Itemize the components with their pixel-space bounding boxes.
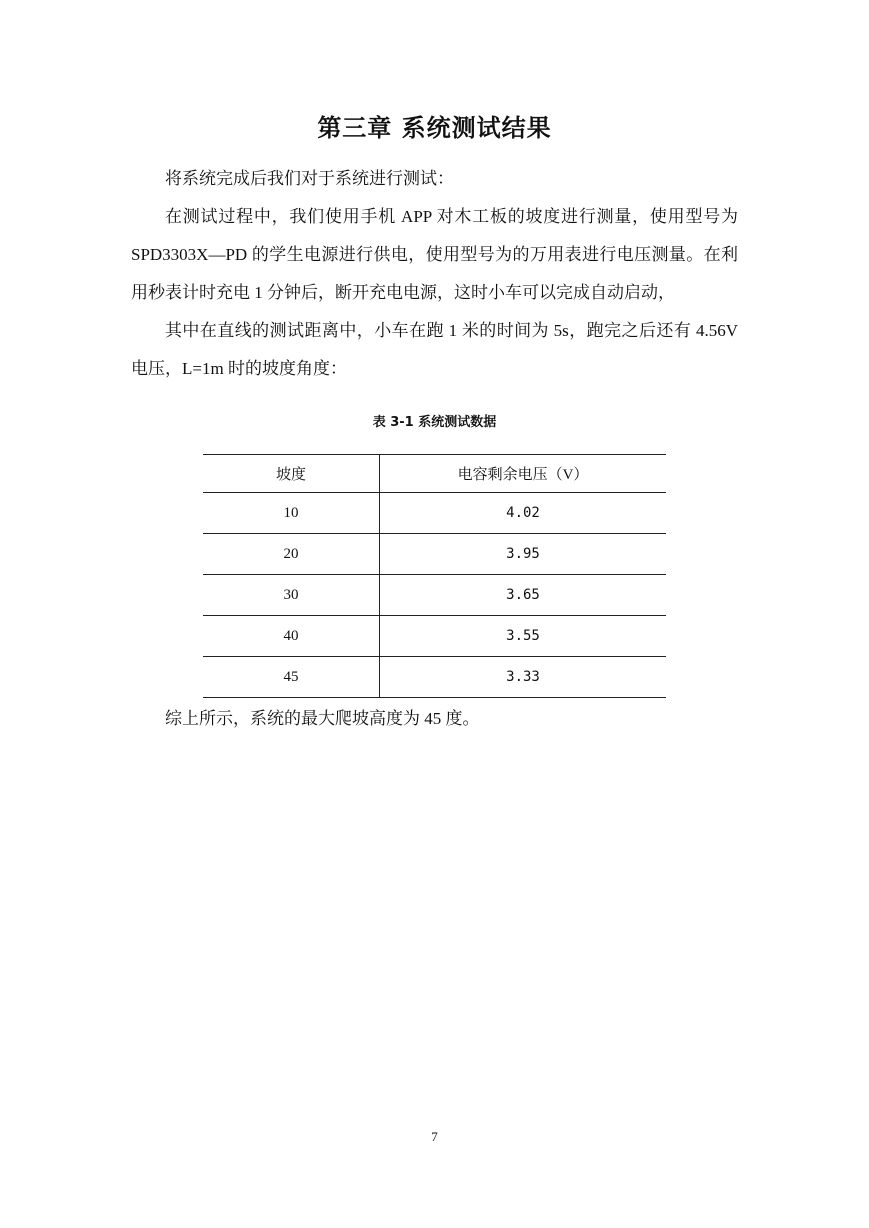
- cell-angle: 40: [203, 616, 380, 657]
- table-row: [203, 493, 666, 534]
- chapter-title: 第三章 系统测试结果: [317, 114, 552, 142]
- paragraph-intro: 将系统完成后我们对于系统进行测试：: [165, 169, 454, 188]
- table-caption: 表 3-1 系统测试数据: [372, 415, 497, 430]
- cell-angle: 20: [203, 534, 380, 575]
- table-row: [203, 534, 666, 575]
- cell-voltage: 3.55: [380, 616, 667, 657]
- table-row: [203, 575, 666, 616]
- paragraph-straight-line-test: 其中在直线的测试距离中，小车在跑 1 米的时间为 5s，跑完之后还有 4.56V 电压，L=1m 时的坡度角度：: [131, 321, 738, 378]
- cell-voltage: 3.65: [380, 575, 667, 616]
- cell-voltage: 3.33: [380, 657, 667, 698]
- table-row: [203, 657, 666, 698]
- body-text: [131, 160, 738, 388]
- paragraph-test-process: 在测试过程中，我们使用手机 APP 对木工板的坡度进行测量，使用型号为 SPD3303X—PD 的学生电源进行供电，使用型号为的万用表进行电压测量。在利用秒表计时充电 1 分钟后，断开充电电源，这时小车可以完成自动启动，: [131, 207, 738, 302]
- conclusion-text: [131, 702, 738, 736]
- header-angle: 坡度: [203, 455, 380, 493]
- table-row: [203, 616, 666, 657]
- cell-angle: 30: [203, 575, 380, 616]
- cell-voltage: 3.95: [380, 534, 667, 575]
- cell-voltage: 4.02: [380, 493, 667, 534]
- paragraph-conclusion: 综上所示，系统的最大爬坡高度为 45 度。: [165, 709, 480, 728]
- table-header-row: [203, 455, 666, 493]
- header-remaining-voltage: 电容剩余电压（V）: [380, 455, 667, 493]
- test-data-table: [203, 454, 666, 698]
- page-number: 7: [431, 1129, 438, 1144]
- cell-angle: 10: [203, 493, 380, 534]
- cell-angle: 45: [203, 657, 380, 698]
